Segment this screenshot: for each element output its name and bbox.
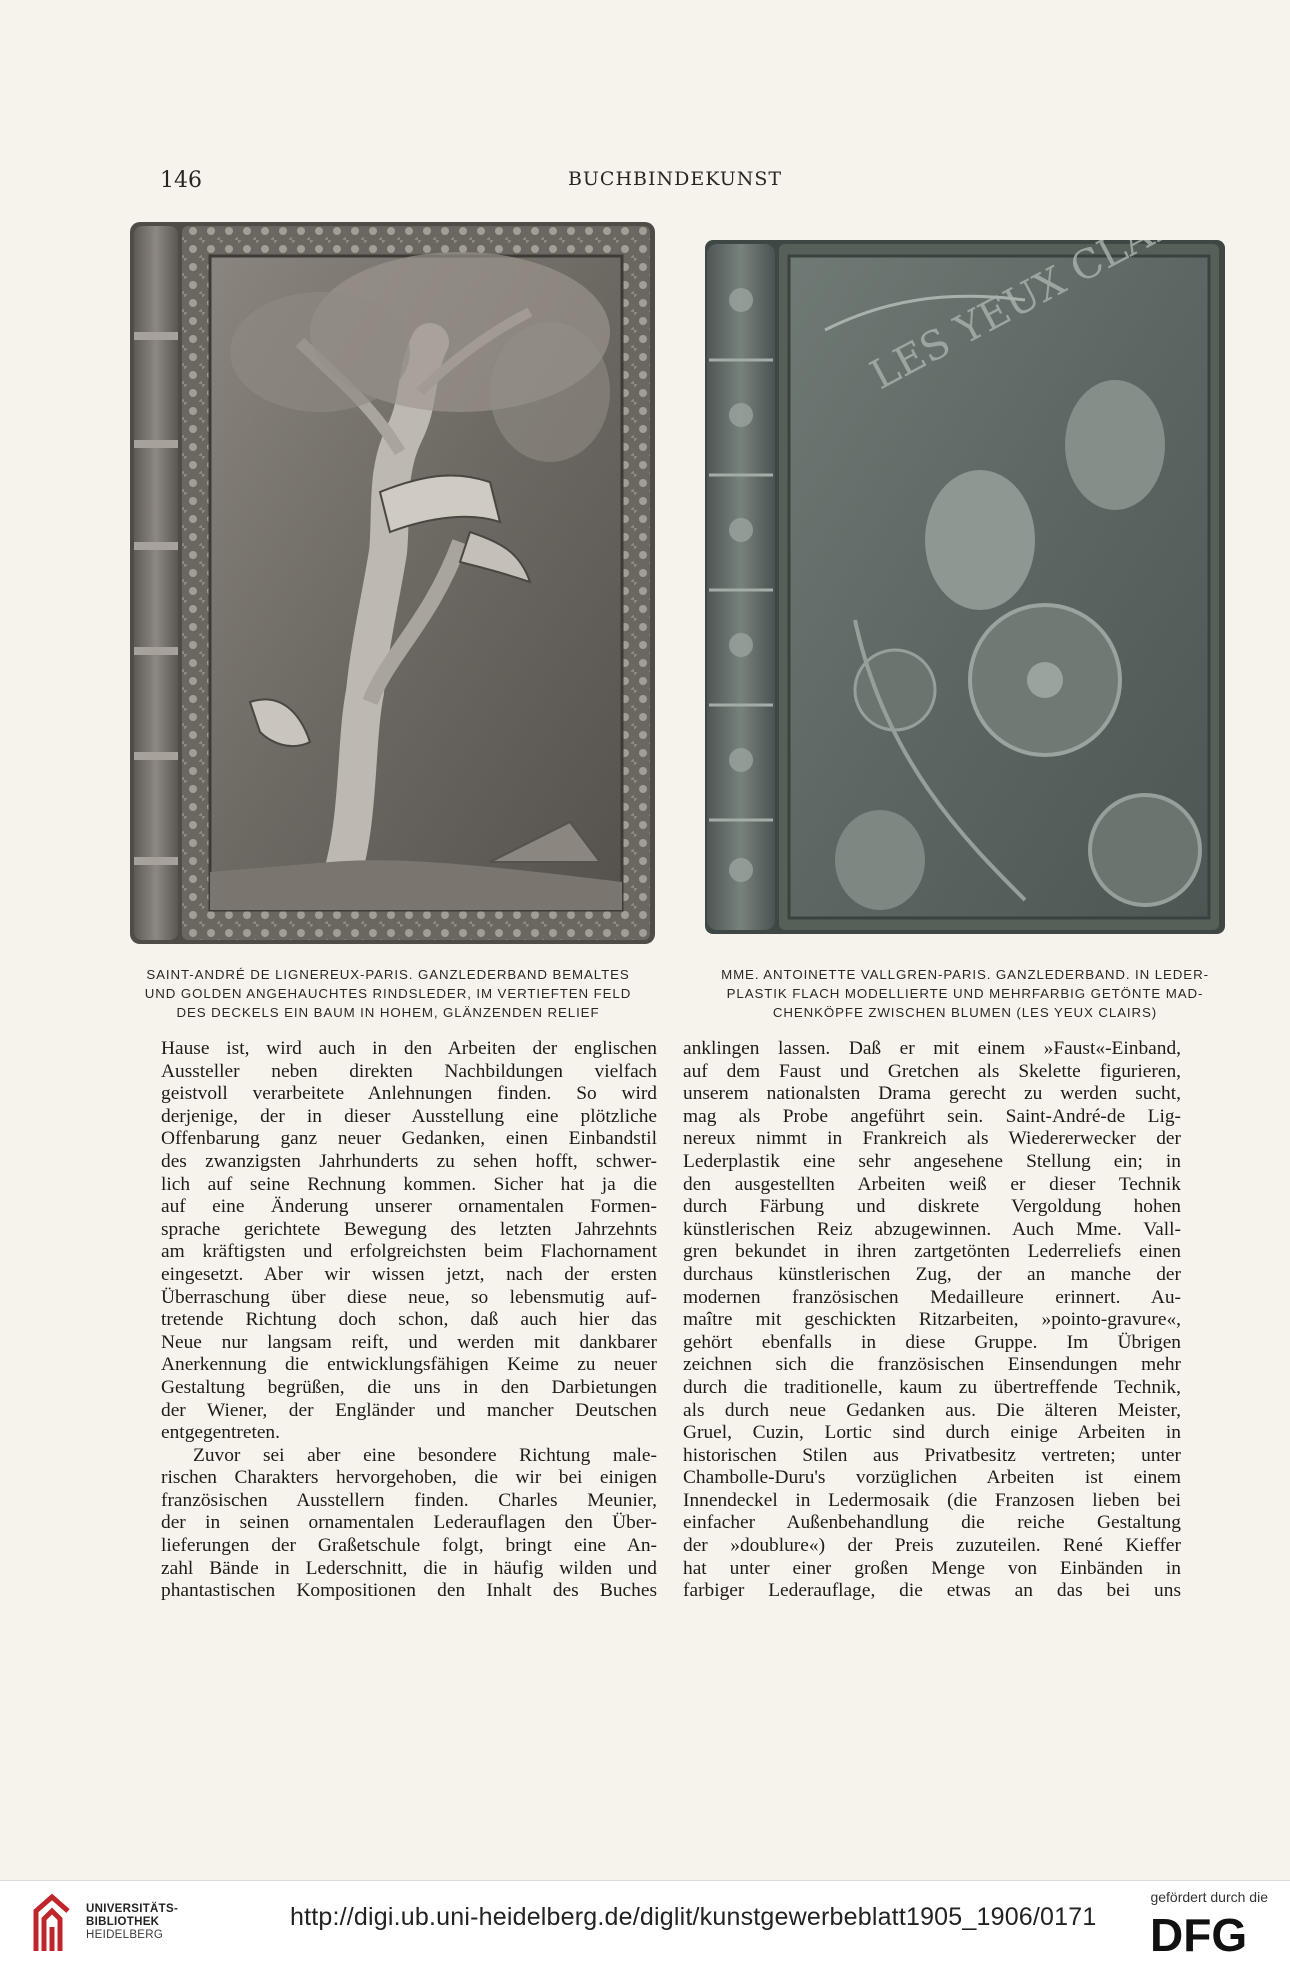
yeux-clairs-binding-image — [705, 240, 1225, 934]
text-line: Offenbarung ganz neuer Gedanken, einen Einbandstil — [161, 1128, 657, 1150]
text-line: Chambolle-Duru's vorzüglichen Arbeiten ist einem — [683, 1467, 1181, 1489]
text-line: den ausgestellten Arbeiten weiß er dieser Technik — [683, 1173, 1181, 1195]
text-line: des zwanzigsten Jahrhunderts zu sehen hofft, schwer- — [161, 1150, 657, 1172]
text-line: hat unter einer großen Menge von Einbänden in — [683, 1557, 1181, 1579]
text-line: zahl Bände in Lederschnitt, die in häufig wilden und — [161, 1557, 657, 1579]
text-line: Zuvor sei aber eine besondere Richtung male- — [193, 1444, 657, 1466]
text-line: Anerkennung die entwicklungsfähigen Keime zu neuer — [161, 1354, 657, 1376]
text-line: phantastischen Kompositionen den Inhalt des Buches — [161, 1580, 657, 1602]
text-line: unserem nationalsten Drama gerecht zu werden sucht, — [683, 1083, 1181, 1105]
text-line: französischen Ausstellern finden. Charles Meunier, — [161, 1489, 657, 1511]
page-header — [160, 168, 1190, 198]
text-line: derjenige, der in dieser Ausstellung eine plötzliche — [161, 1105, 657, 1127]
plate-tree-binding — [130, 222, 655, 944]
plate-yeux-clairs-binding — [705, 240, 1225, 934]
text-line: der »doublure«) der Preis zuzuteilen. René Kieffer — [683, 1535, 1181, 1557]
text-line: einfacher Außenbehandlung die reiche Gestaltung — [683, 1512, 1181, 1534]
text-line: auf eine Änderung unserer ornamentalen Formen- — [161, 1196, 657, 1218]
text-line: Gestaltung begrüßen, die uns in den Darbietungen — [161, 1376, 657, 1398]
text-line: anklingen lassen. Daß er mit einem »Faust«-Einband, — [683, 1038, 1181, 1059]
caption-right-line: MME. ANTOINETTE VALLGREN-PARIS. GANZLEDERBAND. IN LEDER- — [721, 967, 1209, 982]
text-column-left — [161, 1038, 657, 1603]
tree-binding-image — [130, 222, 655, 944]
text-line: zeichnen sich die französischen Einsendungen mehr — [683, 1354, 1181, 1376]
text-line: sprache gerichtete Bewegung des letzten Jahrzehnts — [161, 1218, 657, 1240]
text-line: als durch neue Gedanken aus. Die älteren Meister, — [683, 1399, 1181, 1421]
digitization-footer — [0, 1880, 1290, 1970]
library-name — [86, 1903, 178, 1942]
caption-right — [680, 965, 1250, 1022]
text-line: der in seinen ornamentalen Lederauflagen den Über- — [161, 1512, 657, 1534]
permalink-url[interactable]: http://digi.ub.uni-heidelberg.de/diglit/kunstgewerbeblatt1905_1906/0171 — [290, 1903, 1097, 1931]
text-line: eingesetzt. Aber wir wissen jetzt, nach der ersten — [161, 1263, 657, 1285]
dfg-logo-text: DFG — [1150, 1909, 1248, 1957]
page-number: 146 — [160, 168, 202, 193]
caption-left-line: SAINT-ANDRÉ DE LIGNEREUX-PARIS. GANZLEDERBAND BEMALTES — [146, 967, 630, 982]
text-line: durch Färbung und diskrete Vergoldung hohen — [683, 1196, 1181, 1218]
text-line: Gruel, Cuzin, Lortic sind durch einige Arbeiten in — [683, 1422, 1181, 1444]
caption-right-line: PLASTIK FLACH MODELLIERTE UND MEHRFARBIG GETÖNTE MAD- — [726, 986, 1204, 1001]
library-name-line: UNIVERSITÄTS- — [86, 1903, 179, 1915]
text-line: Hause ist, wird auch in den Arbeiten der englischen — [161, 1038, 657, 1059]
text-line: mag als Probe angeführt sein. Saint-André-de Lig- — [683, 1105, 1181, 1127]
text-line: geistvoll verarbeitete Anlehnungen finden. So wird — [161, 1083, 657, 1105]
text-line: Aussteller neben direkten Nachbildungen vielfach — [161, 1060, 657, 1082]
text-line: modernen französischen Medailleure erinnert. Au- — [683, 1286, 1181, 1308]
text-line: nereux nimmt in Frankreich als Wiedererwecker der — [683, 1128, 1181, 1150]
caption-right-line: CHENKÖPFE ZWISCHEN BLUMEN (LES YEUX CLAIRS) — [772, 1005, 1158, 1020]
text-line: lich auf seine Rechnung kommen. Sicher hat ja die — [161, 1173, 657, 1195]
text-line: gehört ebenfalls in diese Gruppe. Im Übrigen — [683, 1331, 1181, 1353]
text-line: rischen Charakters hervorgehoben, die wir bei einigen — [161, 1467, 657, 1489]
caption-left-line: UND GOLDEN ANGEHAUCHTES RINDSLEDER, IM VERTIEFTEN FELD — [144, 986, 632, 1001]
text-line: entgegentreten. — [161, 1422, 280, 1444]
text-line: am kräftigsten und erfolgreichsten beim Flachornament — [161, 1241, 657, 1263]
text-line: der Wiener, der Engländer und mancher Deutschen — [161, 1399, 657, 1421]
text-line: Überraschung über diese neue, so lebensmutig auf- — [161, 1286, 657, 1308]
text-line: auf dem Faust und Gretchen als Skelette figurieren, — [683, 1060, 1181, 1082]
text-line: tretende Richtung doch schon, daß auch hier das — [161, 1309, 657, 1331]
library-name-line: HEIDELBERG — [86, 1929, 164, 1941]
text-line: gren bekundet in ihren zartgetönten Lederreliefs einen — [683, 1241, 1181, 1263]
text-line: Innendeckel in Ledermosaik (die Franzosen lieben bei — [683, 1489, 1181, 1511]
text-line: lieferungen der Graßetschule folgt, bringt eine An- — [161, 1535, 657, 1557]
text-line: künstlerischen Reiz abzugewinnen. Auch Mme. Vall- — [683, 1218, 1181, 1240]
text-column-right — [683, 1038, 1181, 1603]
library-name-line: BIBLIOTHEK — [86, 1916, 160, 1928]
text-line: maître mit geschickten Ritzarbeiten, »pointo-gravure«, — [683, 1309, 1181, 1331]
text-line: durch die traditionelle, kaum zu übertreffende Technik, — [683, 1376, 1181, 1398]
ub-heidelberg-logo-icon — [30, 1891, 74, 1957]
running-title: BUCHBINDEKUNST — [567, 168, 783, 190]
text-line: durchaus künstlerischen Zug, der an manche der — [683, 1263, 1181, 1285]
funded-by-label: gefördert durch die — [1150, 1889, 1268, 1905]
dfg-logo-icon — [1150, 1909, 1268, 1957]
text-line: historischen Stilen aus Privatbesitz vertreten; unter — [683, 1444, 1181, 1466]
caption-left-line: DES DECKELS EIN BAUM IN HOHEM, GLÄNZENDEN RELIEF — [176, 1005, 600, 1020]
text-line: Lederplastik eine sehr angesehene Stellung ein; in — [683, 1150, 1181, 1172]
caption-left — [108, 965, 668, 1022]
text-line: Neue nur langsam reift, und werden mit dankbarer — [161, 1331, 657, 1353]
text-line: farbiger Lederauflage, die etwas an das bei uns — [683, 1580, 1181, 1602]
cover-title-text: LES YEUX — [863, 257, 1074, 399]
